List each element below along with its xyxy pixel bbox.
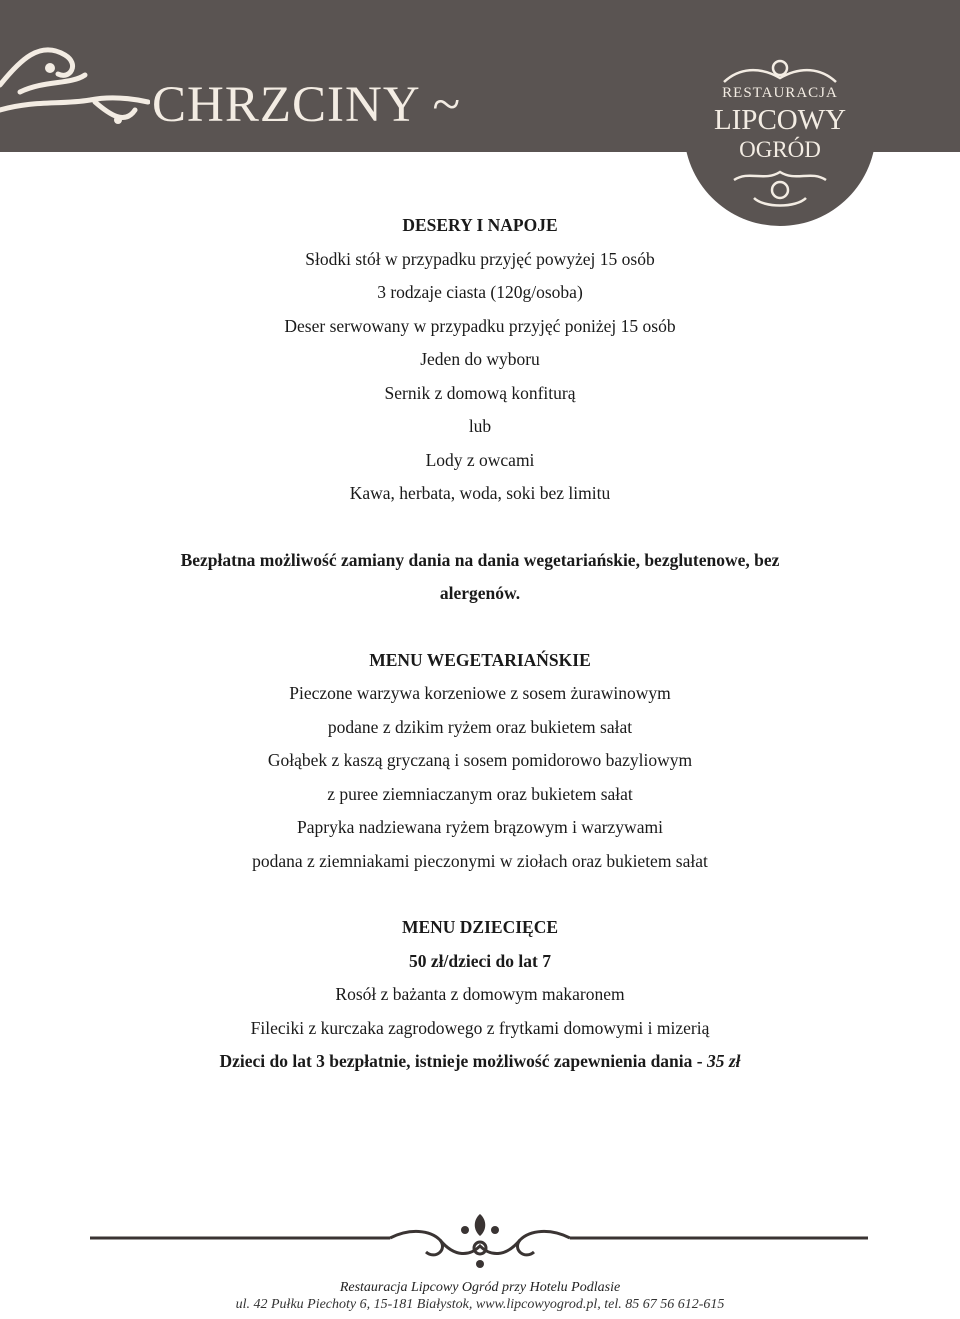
section-heading-dzieci: MENU DZIECIĘCE: [401, 917, 559, 937]
footer-restaurant-name: Restauracja Lipcowy Ogród przy Hotelu Podlasie: [339, 1280, 621, 1295]
menu-item: 3 rodzaje ciasta (120g/osoba): [377, 282, 583, 302]
menu-item: lub: [468, 416, 492, 436]
footer-ornament-icon: [90, 1208, 870, 1274]
menu-item: Słodki stół w przypadku przyjęć powyżej 15 osób: [305, 248, 655, 269]
section-heading-desery: DESERY I NAPOJE: [402, 215, 558, 235]
note-line: alergenów.: [439, 583, 521, 603]
section-heading-wege: MENU WEGETARIAŃSKIE: [369, 649, 591, 670]
logo-line-ogrod: OGRÓD: [739, 137, 821, 162]
menu-item: Pieczone warzywa korzeniowe z sosem żurawinowym: [289, 683, 671, 703]
menu-item: Rosół z bażanta z domowym makaronem: [335, 984, 625, 1004]
menu-item: Sernik z domową konfiturą: [384, 382, 576, 403]
menu-item: Gołąbek z kaszą gryczaną i sosem pomidorowo bazyliowym: [267, 750, 693, 770]
menu-item: podane z dzikim ryżem oraz bukietem sałat: [327, 716, 633, 737]
restaurant-logo: [684, 20, 876, 226]
kids-price: 50 zł/dzieci do lat 7: [409, 950, 551, 971]
flourish-ornament-icon: [0, 30, 150, 140]
kids-free-note: [0, 1045, 960, 1079]
menu-content: [0, 209, 960, 1079]
menu-item: Papryka nadziewana ryżem brązowym i warzywami: [297, 817, 663, 837]
kids-free-price: 35 zł: [706, 1051, 741, 1071]
menu-item: podana z ziemniakami pieczonymi w ziołach oraz bukietem sałat: [252, 850, 708, 871]
menu-item: Lody z owcami: [425, 449, 535, 470]
note-line: Bezpłatna możliwość zamiany dania na dania wegetariańskie, bezglutenowe, bez: [180, 549, 780, 570]
menu-item: Deser serwowany w przypadku przyjęć poniżej 15 osób: [284, 315, 676, 336]
menu-item: Kawa, herbata, woda, soki bez limitu: [349, 483, 611, 503]
logo-line-restauracja: RESTAURACJA: [722, 85, 838, 101]
logo-line-lipcowy: LIPCOWY: [713, 104, 847, 136]
footer-address: ul. 42 Pułku Piechoty 6, 15-181 Białystok, www.lipcowyogrod.pl, tel. 85 67 56 612-615: [235, 1297, 725, 1312]
kids-free-text: Dzieci do lat 3 bezpłatnie, istnieje możliwość zapewnienia dania -: [219, 1051, 707, 1071]
menu-item: Jeden do wyboru: [420, 349, 540, 369]
menu-item: z puree ziemniaczanym oraz bukietem sałat: [327, 783, 633, 804]
menu-item: Fileciki z kurczaka zagrodowego z frytkami domowymi i mizerią: [250, 1017, 710, 1038]
page-title: CHRZCINY ~: [152, 77, 462, 133]
